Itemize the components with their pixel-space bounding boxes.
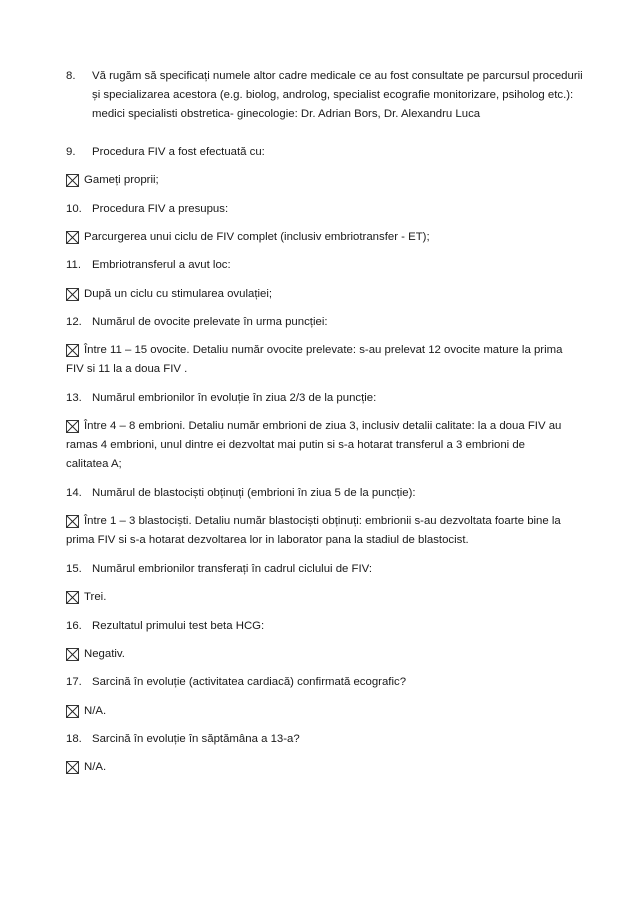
answer-text: Parcurgerea unui ciclu de FIV complet (inclusiv embriotransfer - ET); — [84, 231, 430, 243]
answer-text: N/A. — [84, 761, 107, 773]
question-number: 14. — [66, 487, 82, 499]
question-text: Embriotransferul a avut loc: — [92, 259, 231, 271]
question-text: Vă rugăm să specificați numele altor cadre medicale ce au fost consultate pe parcursul procedurii — [92, 70, 583, 82]
question-text: Sarcină în evoluție (activitatea cardiacă) confirmată ecografic? — [92, 676, 407, 688]
checked-box-icon[interactable] — [66, 515, 79, 528]
answer-text: După un ciclu cu stimularea ovulației; — [84, 288, 273, 300]
question-number: 11. — [66, 259, 81, 271]
answer-9 — [66, 171, 566, 190]
checked-box-icon[interactable] — [66, 344, 79, 357]
question-text: Numărul de blastociști obținuți (embrioni în ziua 5 de la puncție): — [92, 487, 416, 499]
question-number: 10. — [66, 203, 82, 215]
question-number: 17. — [66, 676, 82, 688]
answer-text: Trei. — [84, 591, 107, 603]
question-number: 15. — [66, 563, 82, 575]
answer-text-continued: prima FIV si s-a hotarat dezvoltarea lor in laborator pana la stadiul de blastocist. — [66, 534, 469, 546]
answer-13 — [66, 417, 566, 436]
answer-text-continued: calitatea A; — [66, 458, 122, 470]
question-text: Rezultatul primului test beta HCG: — [92, 620, 265, 632]
answer-text: Între 4 – 8 embrioni. Detaliu număr embrioni de ziua 3, inclusiv detalii calitate: la a doua FIV au — [84, 420, 562, 432]
question-number: 9. — [66, 146, 76, 158]
question-18 — [66, 730, 566, 749]
answer-text: Gameți proprii; — [84, 174, 159, 186]
question-text: Procedura FIV a fost efectuată cu: — [92, 146, 265, 158]
question-17 — [66, 673, 566, 692]
question-10 — [66, 200, 566, 219]
checked-box-icon[interactable] — [66, 705, 79, 718]
answer-text: Între 11 – 15 ovocite. Detaliu număr ovocite prelevate: s-au prelevat 12 ovocite mature la prima — [84, 344, 563, 356]
question-number: 16. — [66, 620, 82, 632]
question-9 — [66, 143, 566, 162]
answer-17 — [66, 702, 566, 721]
checked-box-icon[interactable] — [66, 591, 79, 604]
answer-16 — [66, 645, 566, 664]
question-12 — [66, 313, 566, 332]
question-8 — [66, 67, 583, 86]
answer-14 — [66, 512, 566, 531]
question-text: Numărul embrionilor în evoluție în ziua 2/3 de la puncție: — [92, 392, 377, 404]
question-number: 8. — [66, 70, 76, 82]
checked-box-icon[interactable] — [66, 420, 79, 433]
question-number: 13. — [66, 392, 82, 404]
question-14 — [66, 484, 566, 503]
answer-text-continued: ramas 4 embrioni, unul dintre ei dezvoltat mai putin si s-a hotarat transferul a 3 embrioni de — [66, 439, 526, 451]
question-11 — [66, 256, 566, 275]
answer-15 — [66, 588, 566, 607]
question-text: Procedura FIV a presupus: — [92, 203, 229, 215]
checked-box-icon[interactable] — [66, 648, 79, 661]
answer-text-continued: FIV si 11 la a doua FIV . — [66, 363, 188, 375]
question-text: Sarcină în evoluție în săptămâna a 13-a? — [92, 733, 300, 745]
question-number: 12. — [66, 316, 82, 328]
question-text: Numărul embrionilor transferați în cadrul ciclului de FIV: — [92, 563, 373, 575]
question-text-continued: și specializarea acestora (e.g. biolog, androlog, specialist ecografie monitorizare, psiholog etc.): — [92, 89, 574, 101]
answer-text: Negativ. — [84, 648, 125, 660]
question-text: Numărul de ovocite prelevate în urma puncției: — [92, 316, 328, 328]
question-text-continued: medici specialisti obstretica- ginecologie: Dr. Adrian Bors, Dr. Alexandru Luca — [92, 108, 481, 120]
answer-text: N/A. — [84, 705, 107, 717]
checked-box-icon[interactable] — [66, 174, 79, 187]
question-number: 18. — [66, 733, 82, 745]
question-13 — [66, 389, 566, 408]
answer-text: Între 1 – 3 blastociști. Detaliu număr blastociști obținuți: embrionii s-au dezvoltata foarte bine la — [84, 515, 561, 527]
answer-18 — [66, 758, 566, 777]
checked-box-icon[interactable] — [66, 761, 79, 774]
answer-12 — [66, 341, 566, 360]
answer-11 — [66, 285, 566, 304]
question-16 — [66, 617, 566, 636]
question-15 — [66, 560, 566, 579]
checked-box-icon[interactable] — [66, 288, 79, 301]
answer-10 — [66, 228, 566, 247]
checked-box-icon[interactable] — [66, 231, 79, 244]
